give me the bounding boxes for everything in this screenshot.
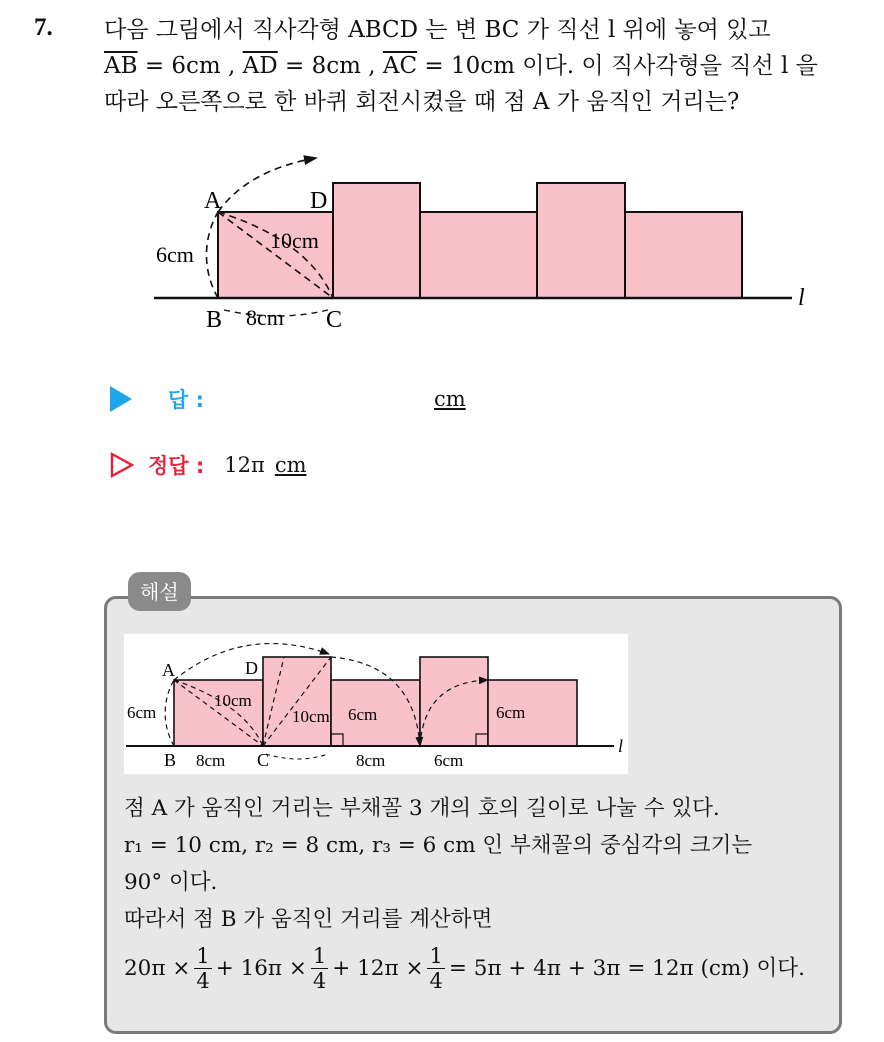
fraction-1-num: 1 <box>196 944 210 968</box>
exp-label-b: B <box>164 750 177 770</box>
exp-label-c: C <box>257 750 270 770</box>
explanation-line-2: r₁ = 10 cm, r₂ = 8 cm, r₃ = 6 cm 인 부채꼴의 중심각의 크기는 <box>124 833 753 858</box>
segment-ab: $\overline{AB}$ <box>104 53 138 79</box>
explanation-line-1: 점 A 가 움직인 거리는 부채꼴 3 개의 호의 길이로 나눌 수 있다. <box>124 796 720 821</box>
eq-end: = 5π + 4π + 3π = 12π (cm) 이다. <box>448 956 805 981</box>
exp-len-8cm-2: 8cm <box>356 751 386 770</box>
rectangle-position-2 <box>333 183 420 298</box>
question-line-2 <box>104 48 874 84</box>
segment-ad-value: = 8cm , <box>277 53 383 79</box>
fraction-1-den: 4 <box>196 969 210 993</box>
fraction-1 <box>194 944 211 993</box>
label-d: D <box>310 188 328 214</box>
length-ab: 6cm <box>156 242 194 267</box>
fraction-3-den: 4 <box>429 969 443 993</box>
label-a: A <box>204 188 222 214</box>
segment-ad: $\overline{AD}$ <box>242 53 278 79</box>
correct-answer-unit: cm <box>274 453 307 477</box>
correct-answer-row <box>110 450 307 480</box>
eq-term-2: + 16π × <box>215 956 307 981</box>
label-b: B <box>206 307 223 333</box>
exp-len-6cm-bottom: 6cm <box>434 751 464 770</box>
arc-a-around-b <box>206 212 218 298</box>
explanation-line-4: 따라서 점 B 가 움직인 거리를 계산하면 <box>124 907 493 932</box>
question-line-1: 다음 그림에서 직사각형 ABCD 는 변 BC 가 직선 l 위에 놓여 있고 <box>104 17 771 43</box>
segment-ab-value: = 6cm , <box>137 53 243 79</box>
answer-label: 답 : <box>168 388 204 412</box>
fraction-2-num: 1 <box>312 944 327 968</box>
explanation-figure <box>124 634 628 774</box>
explanation-line-3: 90° 이다. <box>124 870 218 895</box>
length-bc: 8cm <box>246 305 284 330</box>
rectangle-position-4 <box>537 183 625 298</box>
exp-len-6cm-left: 6cm <box>127 703 157 722</box>
rectangle-position-5 <box>625 212 742 298</box>
eq-term-3: + 12π × <box>332 956 424 981</box>
segment-ac-value: = 10cm 이다. 이 직사각형을 직선 l 을 <box>417 53 818 79</box>
label-l: l <box>798 285 805 311</box>
exp-len-6cm-mid: 6cm <box>348 705 378 724</box>
question-line-3: 따라 오른쪽으로 한 바퀴 회전시켰을 때 점 A 가 움직인 거리는? <box>104 89 740 115</box>
segment-ac: $\overline{AC}$ <box>382 53 418 79</box>
filled-triangle-icon <box>110 386 132 412</box>
rectangle-position-3 <box>420 212 537 298</box>
exp-len-10cm-2: 10cm <box>292 707 330 726</box>
explanation-tag: 해설 <box>128 572 191 611</box>
exp-len-6cm-right: 6cm <box>496 703 526 722</box>
explanation-text <box>124 790 836 993</box>
exp-len-8cm-1: 8cm <box>196 751 226 770</box>
arc-a-path <box>218 158 316 212</box>
fraction-2 <box>311 944 328 993</box>
fraction-3 <box>427 944 444 993</box>
question-text <box>104 12 874 120</box>
exp-label-a: A <box>162 660 175 680</box>
correct-answer-value: 12π <box>224 453 265 477</box>
rectangle-rotation-figure <box>148 150 828 350</box>
exp-label-l: l <box>618 736 624 756</box>
label-c: C <box>326 307 343 333</box>
exp-len-10cm-1: 10cm <box>214 691 252 710</box>
question-number: 7. <box>34 14 53 41</box>
explanation-equation <box>124 944 836 993</box>
eq-term-1: 20π × <box>124 956 191 981</box>
correct-answer-label: 정답 : <box>148 454 205 478</box>
exp-rect-4 <box>420 657 488 746</box>
fraction-3-num: 1 <box>429 944 443 968</box>
outline-triangle-icon <box>110 452 134 478</box>
length-ac: 10cm <box>270 228 319 253</box>
exp-label-d: D <box>245 658 258 678</box>
answer-row <box>110 384 466 414</box>
answer-unit: cm <box>434 387 466 411</box>
fraction-2-den: 4 <box>312 969 327 993</box>
